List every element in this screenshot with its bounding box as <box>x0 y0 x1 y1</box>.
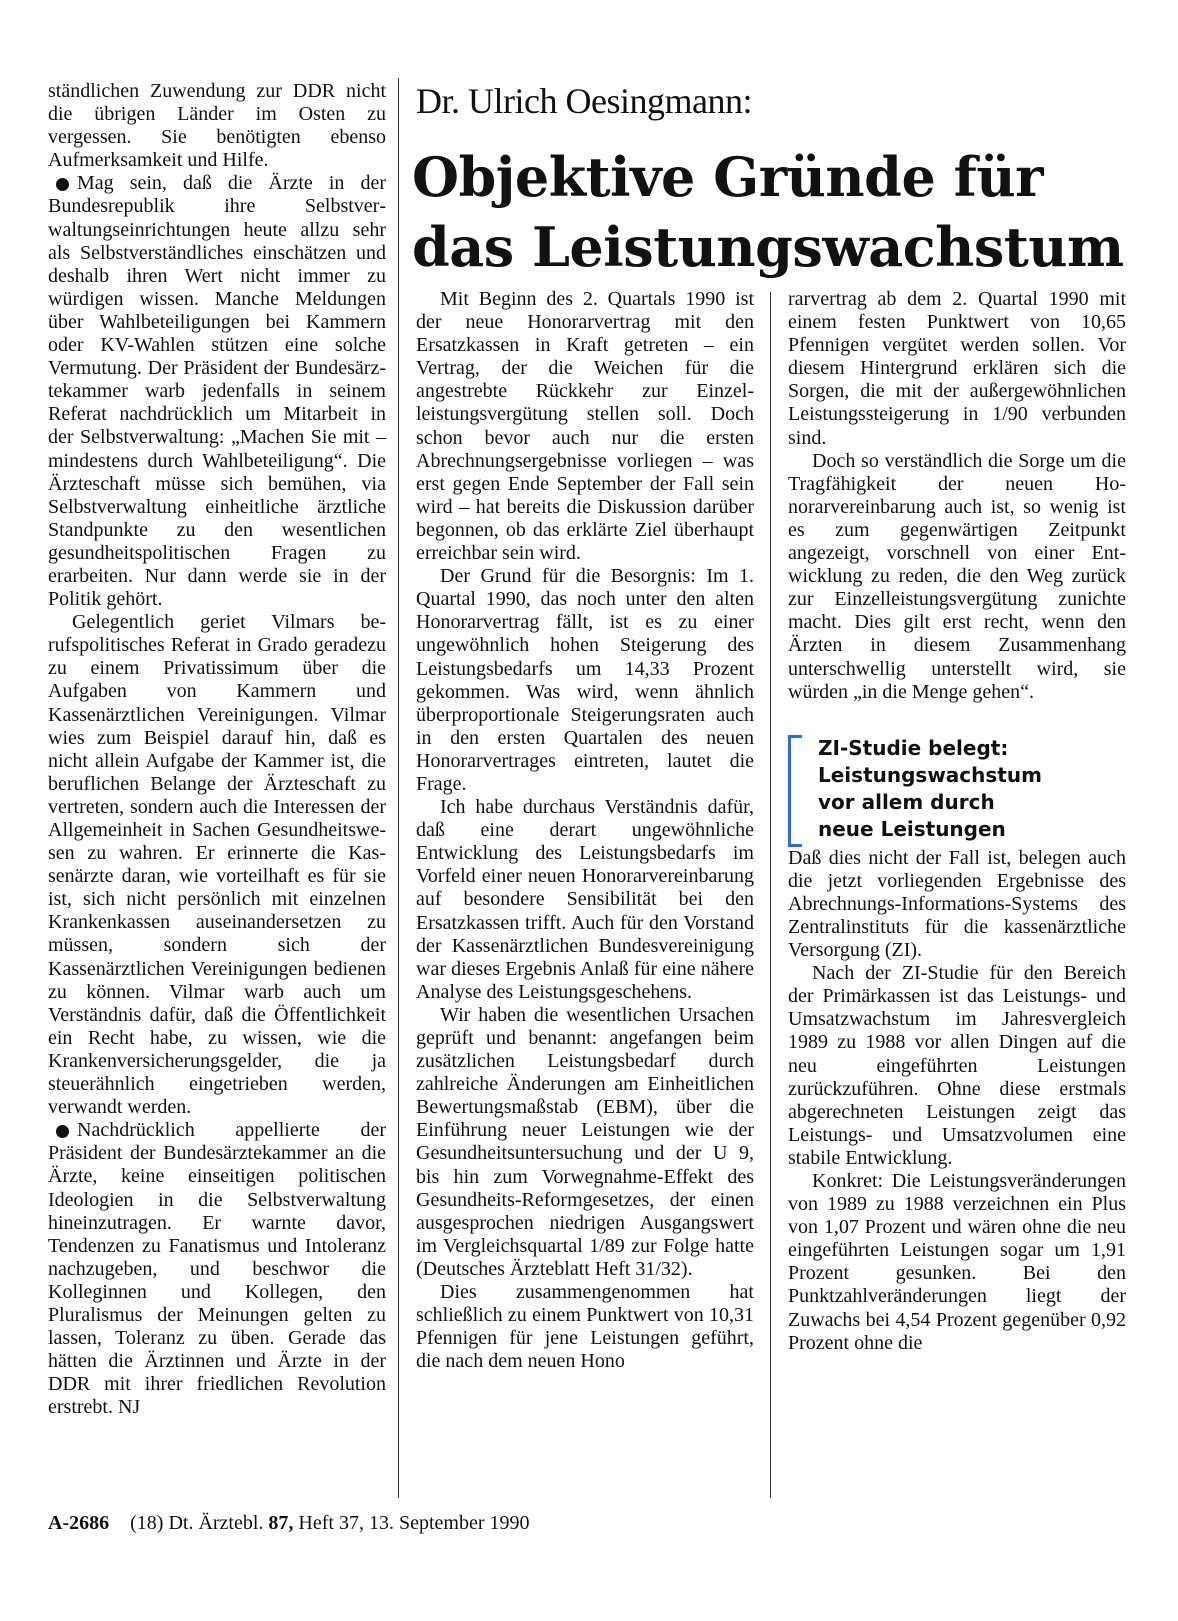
paragraph <box>788 847 1126 962</box>
paragraph <box>48 611 386 1119</box>
paragraph-text: rarvertrag ab dem 2. Quartal 1990 mit einem festen Punktwert von 10,65 Pfennigen vergütet werden sollen. Vor diesem Hintergrund erklären sich die Sorgen, die mit der außergewöhnlichen Leistungssteigerung in 1/90 verbunden sind. <box>788 288 1126 449</box>
article-column-1 <box>416 288 754 1373</box>
paragraph-text: Nachdrücklich appellierte der Präsident der Bundesärztekammer an die Ärzte, keine einseitigen politischen Ideologien in die Selbstverwaltung hineinzutragen. Er warnte davor, Tendenzen zu Fanatismus und Intoleranz nachzugeben, und beschwor die Kolleginnen und Kollegen, den Pluralismus der Meinungen gelten zu lassen, Toleranz zu üben. Gerade das hätten die Ärztinnen und Ärzte in der DDR mit ihrer friedlichen Revolution erstrebt. NJ <box>48 1119 386 1419</box>
paragraph-text: Nach der ZI-Studie für den Bereich der Primärkassen ist das Leistungs- und Umsatzwachstum im Jahresvergleich 1989 zu 1988 vor allen Dingen auf die neu eingeführten Leistungen zurückzuführen. Ohne diese erstmals abgerechneten Leistungen zeigt das Leistungs- und Umsatzvolumen eine stabile Entwicklung. <box>788 962 1126 1169</box>
page-code: A-2686 <box>48 1512 110 1534</box>
paragraph <box>788 288 1126 450</box>
zi-box-bracket <box>788 735 802 847</box>
paragraph-text: Wir haben die wesentlichen Ursachen geprüft und benannt: angefangen beim zusätzlichen Leistungsbedarf durch zahlreiche Änderungen am Einheitlichen Bewertungsmaßstab (EBM), über die Einführung neuer Leistungen wie der Gesundheitsuntersuchung und der U 9, bis hin zum Vorwegnahme-Effekt des Gesundheits-Reformgesetzes, der einen ausgesprochen niedrigen Ausgangswert im Vergleichsquartal 1/89 zur Folge hatte (Deutsches Ärzteblatt Heft 31/32). <box>416 1003 754 1280</box>
paragraph-text: Konkret: Die Leistungsveränderungen von 1989 zu 1988 verzeichnen ein Plus von 1,07 Prozent und wären ohne die neu eingeführten Leistungen sogar um 1,91 Prozent gesunken. Bei den Punktzahlveränderungen liegt der Zuwachs bei 4,54 Prozent gegenüber 0,92 Prozent ohne die <box>788 1170 1126 1354</box>
zi-title-line-2: Leistungswachstum <box>818 762 1042 787</box>
bullet-icon <box>56 1125 69 1138</box>
paragraph <box>48 1119 386 1419</box>
paragraph <box>416 796 754 1004</box>
headline-line-2: das Leistungswachstum <box>412 215 1124 279</box>
paragraph-text: Ich habe durchaus Verständnis dafür, daß eine derart ungewöhnliche Entwicklung des Leistungsbedarfs im Vorfeld einer neuen Honorarvereinbarung auf besondere Sensibilität bei den Ersatzkassen trifft. Auch für den Vorstand der Kassenärztlichen Bundesvereinigung war dieses Ergebnis Anlaß für eine nähere Analyse des Leistungsgeschehens. <box>416 796 754 1003</box>
zi-box <box>788 735 1126 847</box>
paragraph-text: Mit Beginn des 2. Quartals 1990 ist der neue Honorarvertrag mit den Ersatzkassen in Kraft getreten – ein Vertrag, der die Weichen für die angestrebte Rückkehr zur Einzelleistungsvergütung stellen soll. Doch schon bevor auch nur die ersten Abrechnungsergebnisse vorliegen – was erst gegen Ende September der Fall sein wird – hat bereits die Diskussion darüber begonnen, ob das erklärte Ziel überhaupt erreichbar sein wird. <box>416 288 754 565</box>
page-footer <box>48 1512 530 1535</box>
paragraph <box>48 172 386 611</box>
paragraph-text: ständlichen Zuwendung zur DDR nicht die übrigen Länder im Osten zu vergessen. Sie benötigten ebenso Aufmerksamkeit und Hilfe. <box>48 80 386 172</box>
article-column-2-bottom <box>788 847 1126 1355</box>
paragraph <box>416 288 754 565</box>
article-column-2 <box>788 288 1126 1355</box>
paragraph-text: Doch so verständlich die Sorge um die Tragfähigkeit der neuen Honorarvereinbarung auch ist, so wenig ist es zum gegenwärtigen Zeitpunkt angezeigt, vorschnell von einer Entwicklung zu reden, die den Weg zurück zur Einzelleistungsvergütung zunichte macht. Dies gilt erst recht, wenn den Ärzten in diesem Zusammenhang unterschwellig unterstellt wird, sie würden „in die Menge gehen“. <box>788 449 1126 703</box>
paragraph-text: Dies zusammengenommen hat schließlich zu einem Punktwert von 10,31 Pfennigen für jene Leistungen geführt, die nach dem neuen Hono <box>416 1281 754 1373</box>
left-column <box>48 80 386 1419</box>
box-spacer <box>788 704 1126 735</box>
paragraph <box>416 565 754 796</box>
zi-title-line-1: ZI-Studie belegt: <box>818 735 1009 760</box>
zi-box-title <box>818 735 1042 843</box>
paragraph <box>48 80 386 172</box>
paragraph <box>788 962 1126 1170</box>
journal-name: Dt. Ärztebl. <box>168 1512 264 1534</box>
paragraph <box>416 1281 754 1373</box>
paragraph-text: Der Grund für die Besorgnis: Im 1. Quartal 1990, das noch unter den alten Honorarvertrag fällt, ist es zu einer ungewöhnlich hohen Steigerung des Leistungsbedarfs um 14,33 Prozent gekommen. Was wird, wenn ähnlich überproportionale Steigerungsraten auch in den ersten Quartalen des neuen Honorarvertrages eintreten, lautet die Frage. <box>416 565 754 795</box>
issue-date: Heft 37, 13. September 1990 <box>298 1512 530 1534</box>
column-divider-left <box>398 78 399 1498</box>
zi-title-line-3: vor allem durch <box>818 789 995 814</box>
paragraph <box>416 1004 754 1281</box>
paragraph-text: Daß dies nicht der Fall ist, belegen auch die jetzt vorliegenden Ergebnisse des Abrechnungs-Informations-Systems des Zentralinstituts für die kassenärztliche Versorgung (ZI). <box>788 846 1126 962</box>
paragraph-text: Mag sein, daß die Ärzte in der Bundesrepublik ihre Selbstverwaltungseinrichtungen heute allzu sehr als Selbstverständliches einschätzen und deshalb ihren Wert nicht immer zu würdigen wissen. Manche Meldungen über Wahlbeteiligungen bei Kammern oder KV-Wahlen stützen eine solche Vermutung. Der Präsident der Bundesärztekammer warb jedenfalls in seinem Referat nachdrücklich um Mitarbeit in der Selbstverwaltung: „Machen Sie mit – mindestens durch Wahlbeteiligung“. Die Ärzteschaft müsse sich bemühen, via Selbstverwaltung einheitliche ärztliche Standpunkte zu den wesentlichen gesundheitspolitischen Fragen zu erarbeiten. Nur dann werde sie in der Politik gehört. <box>48 172 386 611</box>
page-number: (18) <box>130 1512 164 1534</box>
paragraph-text: Gelegentlich geriet Vilmars berufspolitisches Referat in Grado geradezu zu einem Privatissimum über die Aufgaben von Kammern und Kassenärztlichen Vereinigungen. Vilmar wies zum Beispiel darauf hin, daß es nicht allein Aufgabe der Kammer ist, die beruflichen Belange der Ärzteschaft zu vertreten, sondern auch die Interessen der Allgemeinheit in Sachen Gesundheitswesen zu wahren. Er erinnerte die Kassenärzte daran, wie vorteilhaft es für sie ist, sich nicht persönlich mit einzelnen Krankenkassen auseinandersetzen zu müssen, sondern sich der Kassenärztlichen Vereinigungen bedienen zu können. Vilmar warb auch um Verständnis dafür, daß die Öffentlichkeit ein Recht habe, zu wissen, wie die Krankenversicherungsgelder, die ja steuerähnlich eingetrieben werden, verwandt werden. <box>48 611 386 1119</box>
zi-title-line-4: neue Leistungen <box>818 816 1006 841</box>
article-headline <box>412 142 1132 282</box>
paragraph <box>788 1170 1126 1355</box>
article-author: Dr. Ulrich Oesingmann: <box>416 81 752 121</box>
headline-line-1: Objektive Gründe für <box>412 145 1044 209</box>
column-divider-right <box>770 292 771 1498</box>
paragraph <box>788 450 1126 704</box>
bullet-icon <box>56 178 69 191</box>
journal-volume: 87, <box>268 1512 294 1534</box>
article-column-2-top <box>788 288 1126 704</box>
